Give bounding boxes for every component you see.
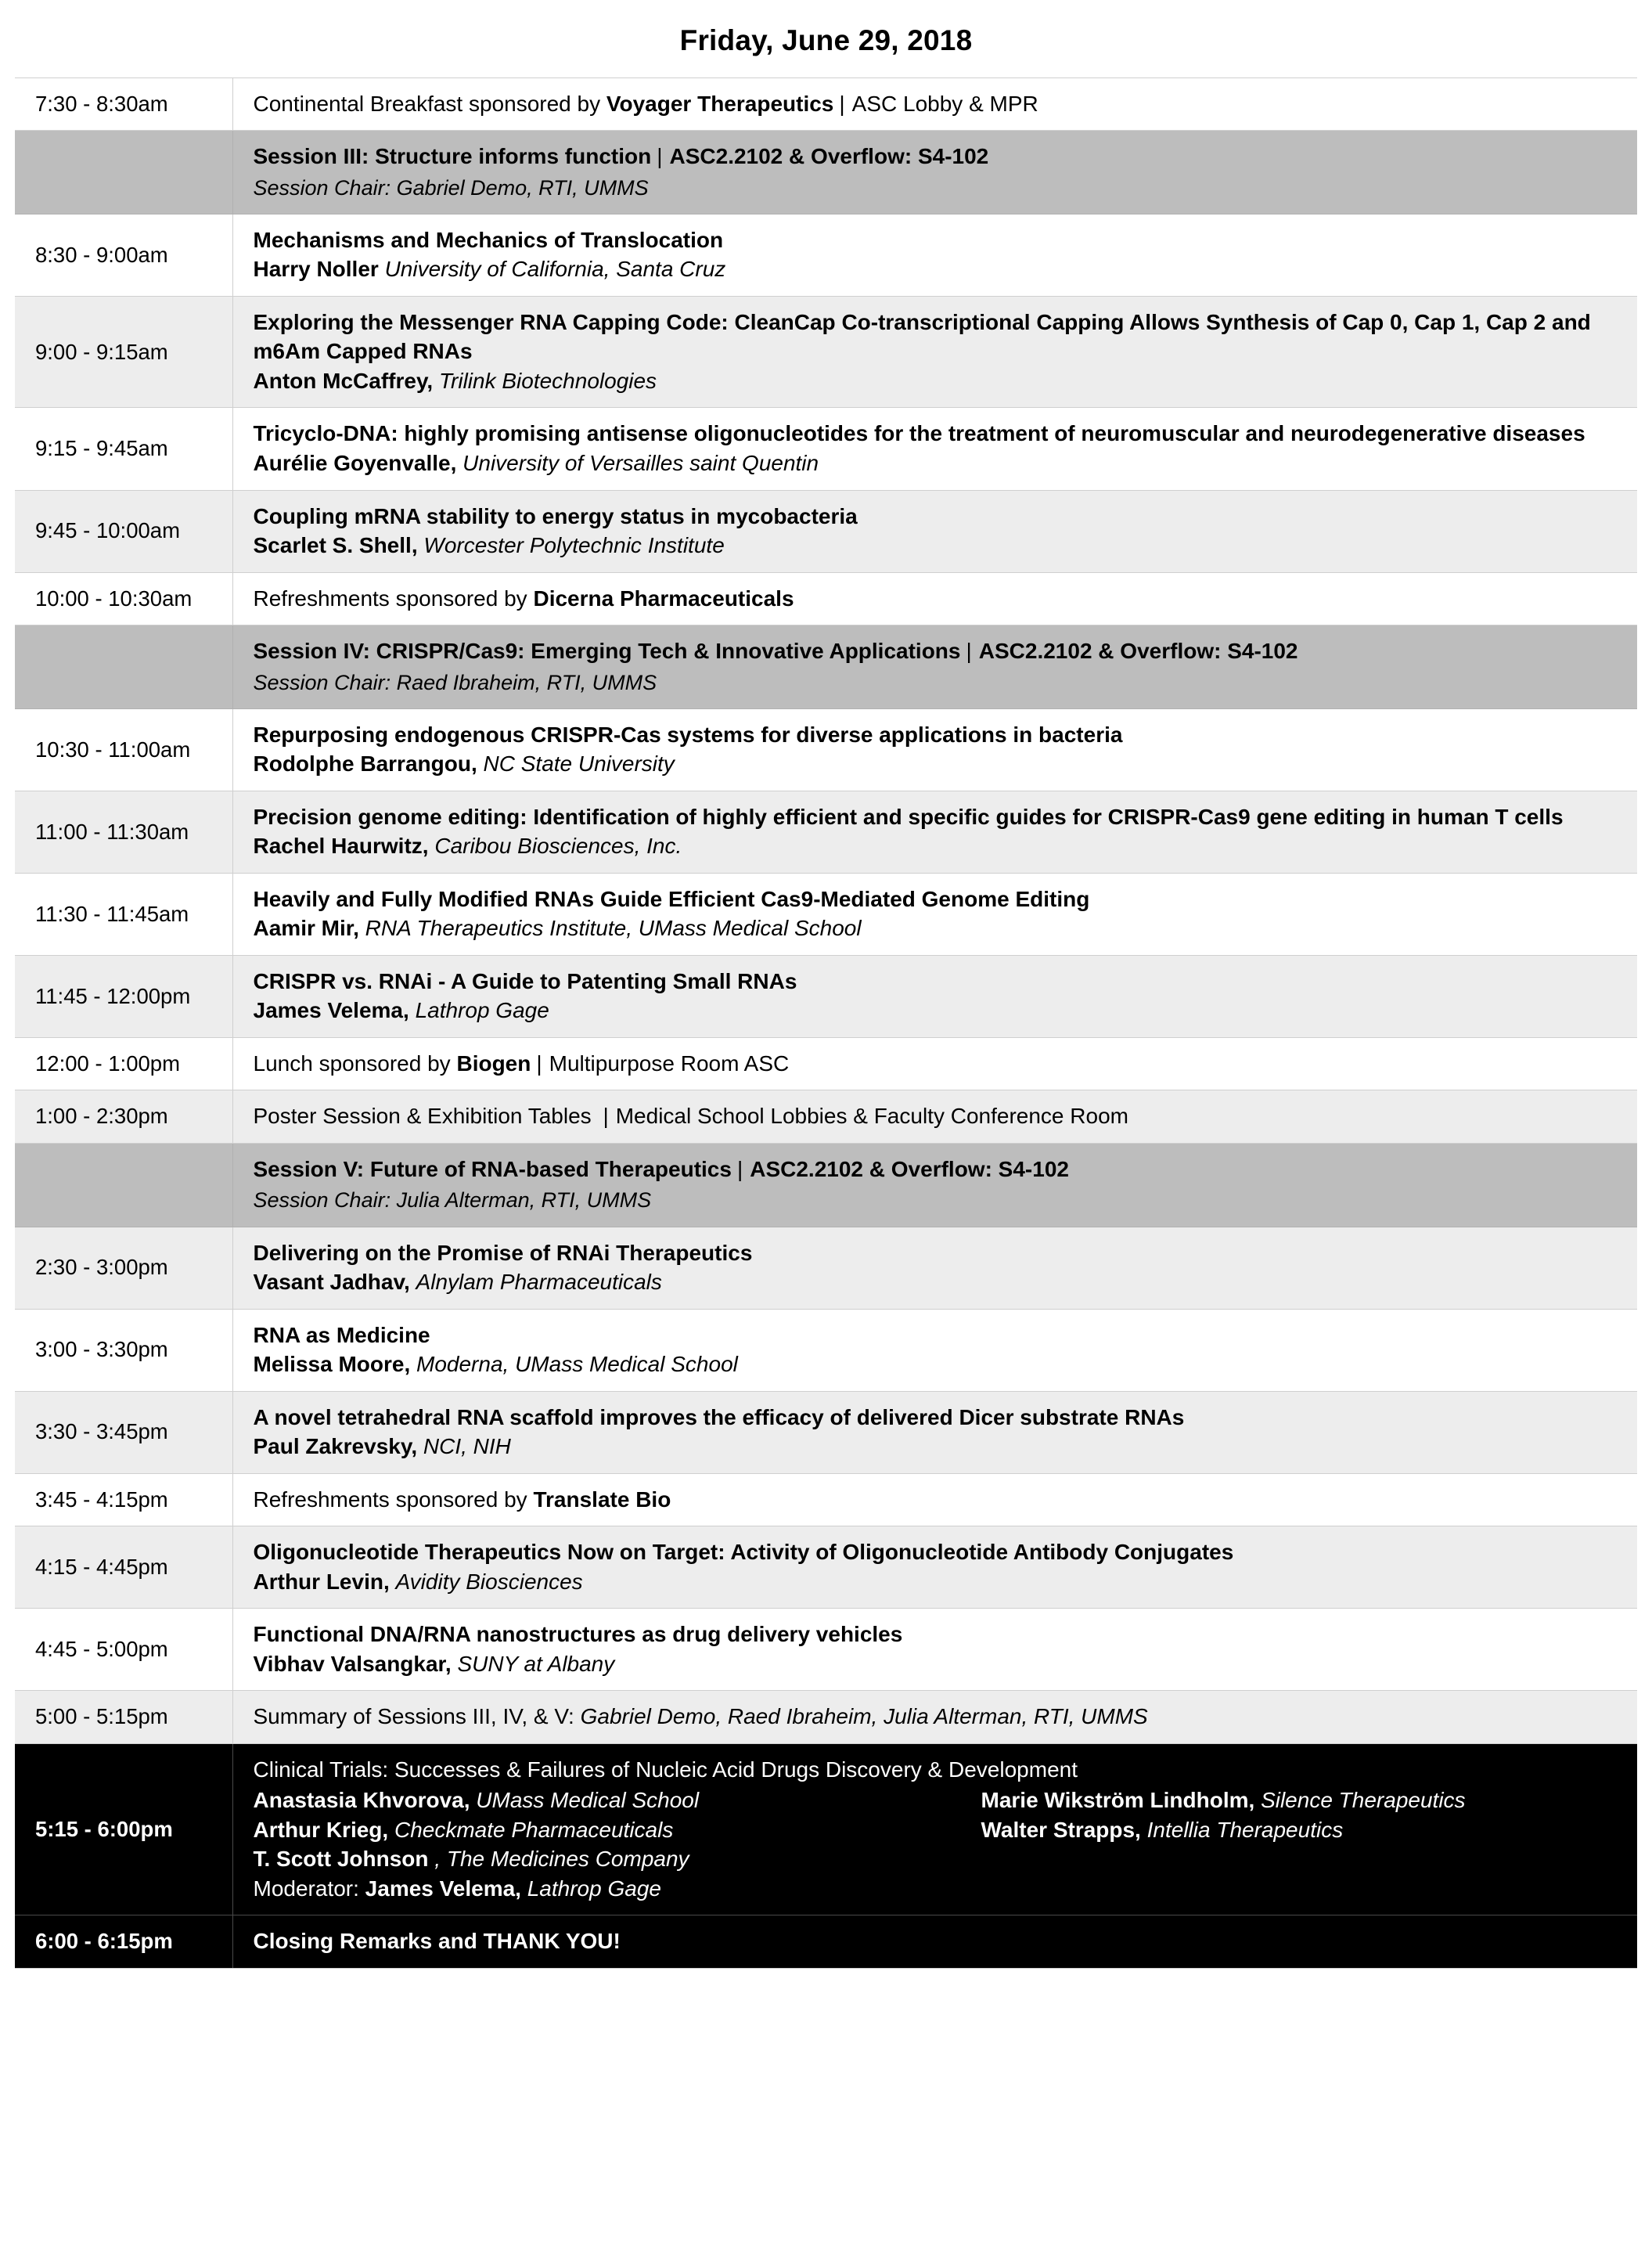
talk-speaker-name: Rodolphe Barrangou, <box>253 751 477 777</box>
table-row <box>15 408 1637 490</box>
panel-moderator-label: Moderator: <box>253 1876 365 1901</box>
table-row <box>15 490 1637 572</box>
row-content-cell <box>232 1526 1637 1609</box>
row-text-pre: Continental Breakfast sponsored by <box>253 91 606 116</box>
row-time-cell: 5:00 - 5:15pm <box>15 1691 232 1744</box>
session-room: ASC2.2102 & Overflow: S4-102 <box>750 1156 1069 1181</box>
talk-affiliation: SUNY at Albany <box>457 1651 615 1676</box>
row-content-cell <box>232 131 1637 214</box>
summary-text: Summary of Sessions III, IV, & V: <box>253 1704 581 1729</box>
row-time-cell: 10:30 - 11:00am <box>15 708 232 791</box>
talk-affiliation: University of California, Santa Cruz <box>384 257 726 282</box>
row-separator: | <box>603 1104 609 1129</box>
talk-title: CRISPR vs. RNAi - A Guide to Patenting Small RNAs <box>253 968 797 993</box>
summary-names: Gabriel Demo, Raed Ibraheim, Julia Alterman, RTI, UMMS <box>580 1704 1148 1729</box>
session-heading-text: Session IV: CRISPR/Cas9: Emerging Tech & Innovative Applications <box>253 639 961 664</box>
talk-speaker-name: Vibhav Valsangkar, <box>253 1651 452 1676</box>
row-content-cell <box>232 625 1637 709</box>
row-time-cell: 4:45 - 5:00pm <box>15 1609 232 1691</box>
row-text-pre: Lunch sponsored by <box>253 1051 457 1076</box>
row-text-pre: Poster Session & Exhibition Tables <box>253 1104 598 1129</box>
panel-right-column <box>981 1786 1621 1874</box>
panel-speaker-affiliation: Silence Therapeutics <box>1261 1788 1466 1813</box>
talk-speaker-name: James Velema, <box>253 998 409 1023</box>
panel-speaker <box>254 1786 981 1815</box>
session-room: ASC2.2102 & Overflow: S4-102 <box>978 639 1298 664</box>
talk-speaker-name: Vasant Jadhav, <box>253 1270 410 1295</box>
panel-moderator <box>254 1874 1621 1904</box>
row-separator: | <box>536 1051 542 1076</box>
row-time-cell <box>15 131 232 214</box>
talk-title: Heavily and Fully Modified RNAs Guide Efficient Cas9-Mediated Genome Editing <box>253 886 1090 911</box>
panel-speaker <box>254 1844 981 1874</box>
session-separator: | <box>966 639 972 664</box>
panel-speaker-name: Anastasia Khvorova, <box>253 1788 470 1813</box>
talk-title: Delivering on the Promise of RNAi Therapeutics <box>253 1240 753 1265</box>
row-text-bold: Voyager Therapeutics <box>606 91 834 116</box>
row-time-cell <box>15 1143 232 1227</box>
panel-content-cell <box>232 1743 1637 1915</box>
table-row <box>15 296 1637 408</box>
panel-speaker <box>981 1815 1621 1845</box>
table-row <box>15 955 1637 1037</box>
panel-speaker-affiliation: Checkmate Pharmaceuticals <box>394 1817 674 1842</box>
row-text-post: ASC Lobby & MPR <box>851 91 1038 116</box>
row-time-cell: 9:00 - 9:15am <box>15 296 232 408</box>
closing-row <box>15 1915 1637 1969</box>
row-content-cell <box>232 1143 1637 1227</box>
row-content-cell <box>232 955 1637 1037</box>
talk-title: Tricyclo-DNA: highly promising antisense oligonucleotides for the treatment of neuromuscular and neurodegenerative diseases <box>253 421 1585 446</box>
talk-speaker-name: Aurélie Goyenvalle, <box>253 450 457 475</box>
table-row <box>15 1691 1637 1744</box>
table-row <box>15 1037 1637 1090</box>
panel-row <box>15 1743 1637 1915</box>
panel-moderator-affiliation: Lathrop Gage <box>527 1876 661 1901</box>
talk-speaker-line <box>254 254 1621 284</box>
row-time-cell: 3:45 - 4:15pm <box>15 1473 232 1526</box>
table-row <box>15 1309 1637 1391</box>
talk-speaker-line <box>254 366 1621 396</box>
row-text-pre: Refreshments sponsored by <box>253 586 534 611</box>
table-row <box>15 708 1637 791</box>
table-row <box>15 791 1637 873</box>
table-row <box>15 1143 1637 1227</box>
row-text-bold: Dicerna Pharmaceuticals <box>533 586 794 611</box>
talk-speaker-line <box>254 449 1621 478</box>
talk-affiliation: NC State University <box>483 751 675 777</box>
talk-speaker-name: Melissa Moore, <box>253 1352 411 1377</box>
row-content-cell <box>232 1090 1637 1144</box>
panel-time-cell: 5:15 - 6:00pm <box>15 1743 232 1915</box>
row-time-cell: 3:30 - 3:45pm <box>15 1391 232 1473</box>
row-time-cell: 8:30 - 9:00am <box>15 214 232 296</box>
table-row <box>15 1090 1637 1144</box>
table-row <box>15 1227 1637 1309</box>
panel-left-column <box>254 1786 981 1874</box>
schedule-table <box>15 77 1637 1969</box>
talk-speaker-line <box>254 996 1621 1025</box>
row-content-cell <box>232 1391 1637 1473</box>
talk-affiliation: Trilink Biotechnologies <box>439 368 657 393</box>
row-time-cell: 2:30 - 3:00pm <box>15 1227 232 1309</box>
panel-speaker-name: Marie Wikström Lindholm, <box>981 1788 1255 1813</box>
schedule-body <box>15 77 1637 1968</box>
session-chair: Session Chair: Julia Alterman, RTI, UMMS <box>253 1188 652 1213</box>
row-content-cell <box>232 77 1637 131</box>
session-room: ASC2.2102 & Overflow: S4-102 <box>669 144 989 169</box>
row-content-cell <box>232 408 1637 490</box>
row-content-cell <box>232 708 1637 791</box>
talk-affiliation: University of Versailles saint Quentin <box>462 450 819 475</box>
row-time-cell: 7:30 - 8:30am <box>15 77 232 131</box>
talk-affiliation: RNA Therapeutics Institute, UMass Medical School <box>365 916 862 941</box>
talk-speaker-line <box>254 1649 1621 1679</box>
closing-text: Closing Remarks and THANK YOU! <box>253 1929 621 1954</box>
talk-speaker-name: Scarlet S. Shell, <box>253 533 418 558</box>
talk-speaker-line <box>254 1432 1621 1461</box>
row-text-post: Multipurpose Room ASC <box>549 1051 790 1076</box>
row-time-cell: 11:30 - 11:45am <box>15 873 232 955</box>
row-content-cell <box>232 1691 1637 1744</box>
session-heading <box>254 142 1621 171</box>
row-time-cell: 3:00 - 3:30pm <box>15 1309 232 1391</box>
row-content-cell <box>232 1609 1637 1691</box>
row-time-cell: 11:45 - 12:00pm <box>15 955 232 1037</box>
row-text-pre: Refreshments sponsored by <box>253 1487 534 1512</box>
row-content-cell <box>232 791 1637 873</box>
panel-speaker <box>981 1786 1621 1815</box>
row-content-cell <box>232 1473 1637 1526</box>
talk-affiliation: Avidity Biosciences <box>395 1569 583 1594</box>
talk-speaker-line <box>254 749 1621 779</box>
table-row <box>15 1473 1637 1526</box>
row-time-cell: 11:00 - 11:30am <box>15 791 232 873</box>
session-heading-text: Session III: Structure informs function <box>253 144 652 169</box>
closing-content-cell <box>232 1915 1637 1969</box>
session-heading <box>254 636 1621 666</box>
panel-moderator-name: James Velema, <box>365 1876 521 1901</box>
talk-speaker-line <box>254 1267 1621 1297</box>
talk-title: Repurposing endogenous CRISPR-Cas systems for diverse applications in bacteria <box>253 722 1123 747</box>
session-heading <box>254 1155 1621 1184</box>
talk-speaker-name: Rachel Haurwitz, <box>253 834 429 859</box>
row-content-cell <box>232 296 1637 408</box>
row-content-cell <box>232 873 1637 955</box>
row-time-cell: 4:15 - 4:45pm <box>15 1526 232 1609</box>
panel-speaker-affiliation: Intellia Therapeutics <box>1146 1817 1344 1842</box>
talk-speaker-line <box>254 1567 1621 1597</box>
talk-speaker-name: Paul Zakrevsky, <box>253 1434 418 1459</box>
talk-affiliation: Alnylam Pharmaceuticals <box>416 1270 662 1295</box>
talk-affiliation: Caribou Biosciences, Inc. <box>434 834 682 859</box>
session-separator: | <box>657 144 663 169</box>
row-text-bold: Biogen <box>456 1051 531 1076</box>
row-content-cell <box>232 1227 1637 1309</box>
session-heading-text: Session V: Future of RNA-based Therapeutics <box>253 1156 732 1181</box>
row-content-cell <box>232 1037 1637 1090</box>
row-time-cell: 9:45 - 10:00am <box>15 490 232 572</box>
page-title: Friday, June 29, 2018 <box>679 24 973 56</box>
talk-affiliation: Worcester Polytechnic Institute <box>423 533 725 558</box>
talk-speaker-line <box>254 531 1621 560</box>
table-row <box>15 131 1637 214</box>
panel-speaker-affiliation: UMass Medical School <box>476 1788 700 1813</box>
talk-speaker-name: Harry Noller <box>253 257 379 282</box>
session-chair: Session Chair: Gabriel Demo, RTI, UMMS <box>253 175 649 200</box>
talk-speaker-line <box>254 1350 1621 1379</box>
talk-speaker-line <box>254 914 1621 943</box>
row-text-bold: Translate Bio <box>533 1487 671 1512</box>
talk-title: Precision genome editing: Identification of highly efficient and specific guides for CRISPR-Cas9 gene editing in human T cells <box>253 804 1564 829</box>
talk-speaker-name: Arthur Levin, <box>253 1569 390 1594</box>
row-time-cell: 9:15 - 9:45am <box>15 408 232 490</box>
talk-affiliation: NCI, NIH <box>423 1434 511 1459</box>
talk-title: A novel tetrahedral RNA scaffold improves the efficacy of delivered Dicer substrate RNAs <box>253 1404 1185 1429</box>
talk-title: Oligonucleotide Therapeutics Now on Target: Activity of Oligonucleotide Antibody Conjugates <box>253 1540 1234 1565</box>
row-content-cell <box>232 490 1637 572</box>
session-chair: Session Chair: Raed Ibraheim, RTI, UMMS <box>253 670 657 694</box>
talk-affiliation: Moderna, UMass Medical School <box>416 1352 738 1377</box>
panel-speaker-name: Walter Strapps, <box>981 1817 1141 1842</box>
table-row <box>15 1609 1637 1691</box>
row-time-cell <box>15 625 232 709</box>
row-time-cell: 10:00 - 10:30am <box>15 572 232 625</box>
talk-affiliation: Lathrop Gage <box>415 998 549 1023</box>
panel-speaker-name: Arthur Krieg, <box>253 1817 389 1842</box>
talk-title: Mechanisms and Mechanics of Translocation <box>253 227 724 252</box>
table-row <box>15 214 1637 296</box>
row-text-post: Medical School Lobbies & Faculty Conference Room <box>615 1104 1128 1129</box>
row-content-cell <box>232 572 1637 625</box>
table-row <box>15 77 1637 131</box>
row-time-cell: 1:00 - 2:30pm <box>15 1090 232 1144</box>
panel-speaker-name: T. Scott Johnson <box>253 1847 429 1872</box>
panel-speaker <box>254 1815 981 1845</box>
table-row <box>15 1526 1637 1609</box>
row-separator: | <box>839 91 845 116</box>
row-content-cell <box>232 214 1637 296</box>
panel-heading: Clinical Trials: Successes & Failures of Nucleic Acid Drugs Discovery & Development <box>253 1757 1078 1782</box>
row-time-cell: 12:00 - 1:00pm <box>15 1037 232 1090</box>
talk-speaker-name: Anton McCaffrey, <box>253 368 434 393</box>
row-content-cell <box>232 1309 1637 1391</box>
table-row <box>15 1391 1637 1473</box>
talk-title: Exploring the Messenger RNA Capping Code: CleanCap Co-transcriptional Capping Allows Synthesis of Cap 0, Cap 1, Cap 2 and m6Am Capped RNAs <box>253 309 1591 364</box>
talk-title: Functional DNA/RNA nanostructures as drug delivery vehicles <box>253 1622 903 1647</box>
table-row <box>15 873 1637 955</box>
panel-columns <box>254 1786 1621 1874</box>
panel-speaker-affiliation: , The Medicines Company <box>434 1847 689 1872</box>
talk-title: RNA as Medicine <box>253 1322 430 1347</box>
closing-time-cell: 6:00 - 6:15pm <box>15 1915 232 1969</box>
table-row <box>15 625 1637 709</box>
table-row <box>15 572 1637 625</box>
talk-speaker-line <box>254 831 1621 861</box>
talk-title: Coupling mRNA stability to energy status in mycobacteria <box>253 503 858 528</box>
session-separator: | <box>736 1156 743 1181</box>
talk-speaker-name: Aamir Mir, <box>253 916 359 941</box>
